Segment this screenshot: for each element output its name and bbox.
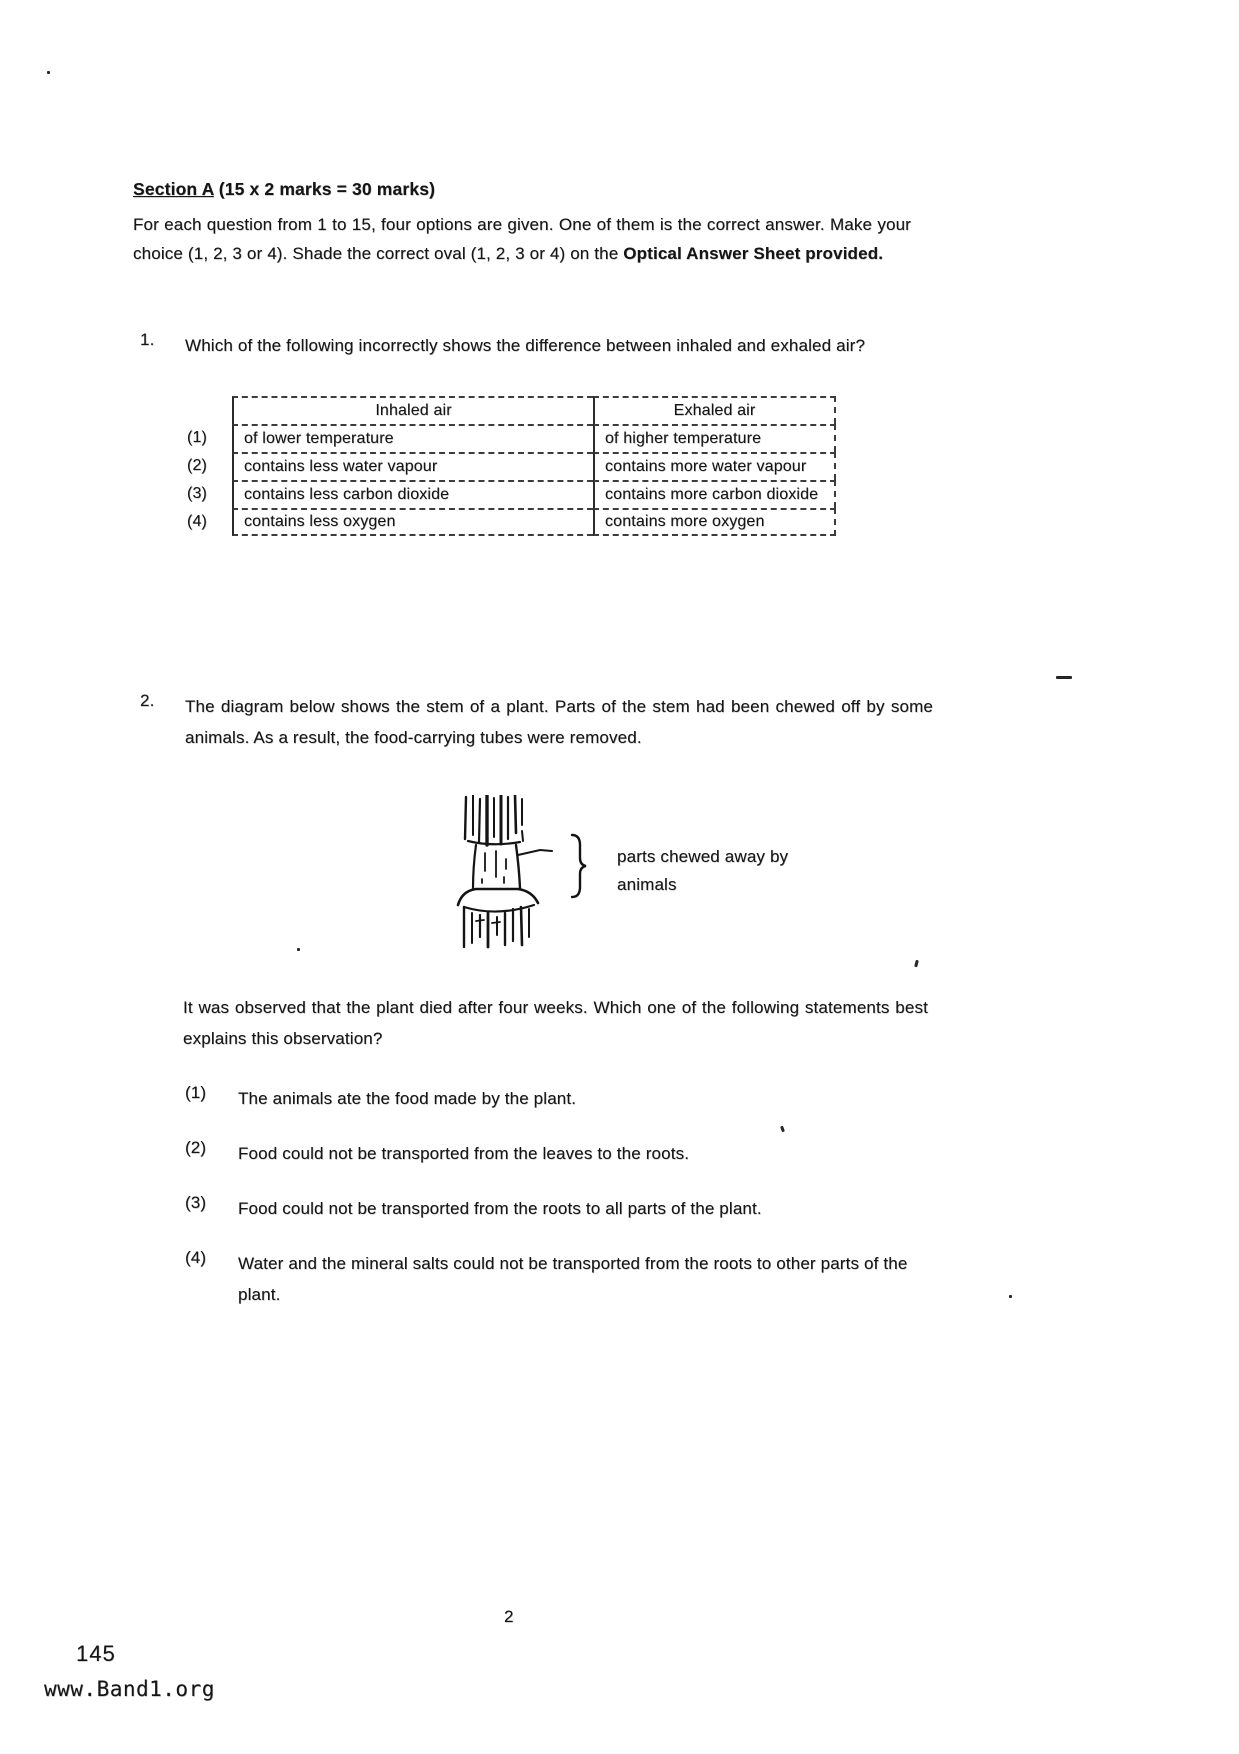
option-text: Food could not be transported from the leaves to the roots.: [238, 1144, 690, 1163]
question1-table: [185, 396, 836, 536]
table-cell-inhaled: of lower temperature: [232, 424, 593, 452]
option-number: (1): [185, 1083, 207, 1102]
option-number: (2): [185, 1138, 207, 1157]
table-row-option: (2): [187, 457, 208, 474]
scan-artifact: [780, 1126, 785, 1133]
option-number: (3): [185, 1193, 207, 1212]
scan-artifact: [1009, 1295, 1012, 1298]
table-row-option: (4): [187, 513, 208, 530]
table-row-option: (3): [187, 485, 208, 502]
question1-number: 1.: [140, 330, 155, 349]
question2-text: The diagram below shows the stem of a plant. Parts of the stem had been chewed off by some animals. As a result, the food-carrying tubes were removed.: [185, 697, 933, 747]
scan-artifact: [914, 960, 918, 967]
scan-artifact: [297, 948, 300, 951]
footer-number: 145: [76, 1641, 116, 1666]
table-header-exhaled: Exhaled air: [593, 396, 836, 424]
question1-text: Which of the following incorrectly shows the difference between inhaled and exhaled air?: [185, 336, 866, 355]
table-corner-spacer: [185, 396, 232, 424]
plant-stem-drawing: [452, 795, 602, 953]
table-cell-exhaled: contains more water vapour: [593, 452, 836, 480]
diagram-label: parts chewed away by animals: [617, 847, 789, 894]
scan-artifact: [1056, 676, 1072, 679]
option-number: (4): [185, 1248, 207, 1267]
question2-number: 2.: [140, 691, 155, 710]
section-header: [133, 179, 435, 200]
scan-artifact: [47, 71, 50, 74]
section-header-marks: (15 x 2 marks = 30 marks): [213, 179, 436, 199]
option-text: Food could not be transported from the roots to all parts of the plant.: [238, 1199, 762, 1218]
table-cell-exhaled: of higher temperature: [593, 424, 836, 452]
table-row-option: (1): [187, 429, 208, 446]
table-cell-exhaled: contains more oxygen: [593, 508, 836, 536]
option-text: The animals ate the food made by the plant.: [238, 1089, 577, 1108]
page-number: 2: [504, 1607, 514, 1626]
table-cell-inhaled: contains less water vapour: [232, 452, 593, 480]
instructions-text: For each question from 1 to 15, four options are given. One of them is the correct answer. Make your choice (1, 2, 3 or 4). Shade the correct oval (1, 2, 3 or 4) on the: [133, 215, 911, 263]
question2-followup: It was observed that the plant died after four weeks. Which one of the following statements best explains this observation?: [183, 998, 928, 1048]
plant-stem-diagram: [452, 795, 602, 958]
brace-icon: [572, 835, 586, 897]
section-header-title: Section A: [133, 179, 214, 199]
table-cell-exhaled: contains more carbon dioxide: [593, 480, 836, 508]
instructions-emphasis: Optical Answer Sheet provided.: [623, 244, 884, 263]
footer-site-url: www.Band1.org: [44, 1677, 215, 1701]
table-cell-inhaled: contains less carbon dioxide: [232, 480, 593, 508]
table-cell-inhaled: contains less oxygen: [232, 508, 593, 536]
option-text: Water and the mineral salts could not be transported from the roots to other parts of the plant.: [238, 1254, 908, 1304]
section-instructions: [133, 210, 911, 268]
table-header-inhaled: Inhaled air: [232, 396, 593, 424]
